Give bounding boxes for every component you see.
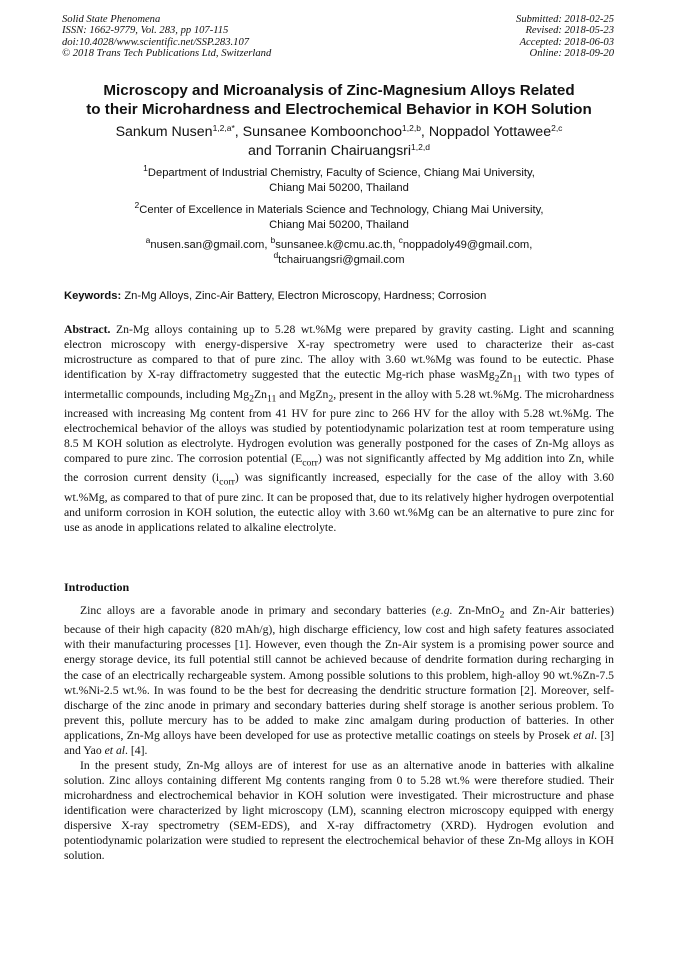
author-name: Sunsanee Komboonchoo xyxy=(242,124,403,140)
abstract-text: , present in the alloy with 5.28 wt.%Mg. The microhardness increased with increasing Mg content from 41 HV for pure zinc to 266 HV for the alloy with 5.28 wt.%Mg. The electrochemical behavior of the alloys was studied by potentiodynamic polarization test at room temperature using 8.5 M KOH solution as electrolyte. Hydrogen evolution was generally postponed for the cases of Zn-Mg alloys as compared to pure zinc. The corrosion potential (E xyxy=(64,387,614,466)
paragraph-text: . [4]. xyxy=(125,743,148,757)
paragraph-text: Zinc alloys are a favorable anode in primary and secondary batteries ( xyxy=(80,604,436,617)
email-link[interactable]: noppadoly49@gmail.com, xyxy=(402,239,533,251)
author-affil-sup: 1,2,a* xyxy=(212,123,235,133)
journal-name: Solid State Phenomena xyxy=(62,14,161,25)
paragraph-text: . [3] and Yao xyxy=(64,728,614,757)
affil-text: Center of Excellence in Materials Science and Technology, Chiang Mai University, xyxy=(139,204,544,216)
revised-date: Revised: 2018-05-23 xyxy=(525,25,614,37)
author-name: Noppadol Yottawee xyxy=(428,124,552,140)
abstract-label: Abstract. xyxy=(64,323,111,336)
author-affil-sup: 1,2,b xyxy=(402,123,421,133)
abstract-text: ) was not significantly affected by Mg addition into Zn, while the corrosion current density (i xyxy=(64,452,614,485)
accepted-date: Accepted: 2018-06-03 xyxy=(519,36,614,48)
paragraph-text: Zn-MnO xyxy=(452,604,500,617)
author-emails xyxy=(60,235,618,267)
subscript: corr xyxy=(219,476,235,488)
subscript: 11 xyxy=(266,392,277,404)
abstract-text: with two types of intermetallic compounds, including Mg xyxy=(64,368,615,401)
author-affil-sup: 1,2,d xyxy=(411,141,430,152)
introduction-body xyxy=(64,603,614,863)
submitted-date: Submitted: 2018-02-25 xyxy=(516,14,614,25)
keywords-text: Zn-Mg Alloys, Zinc-Air Battery, Electron Microscopy, Hardness; Corrosion xyxy=(124,290,487,302)
subscript: 2 xyxy=(328,392,334,404)
subscript: 2 xyxy=(499,609,505,621)
abstract-text: Zn xyxy=(253,387,267,401)
subscript: 2 xyxy=(249,392,254,404)
abstract-text: ) was significantly increased, especially for the case of the alloy with 3.60 wt.%Mg, as compared to that of pure zinc. It can be proposed that, due to its relatively higher hydrogen overpotential and uniform corrosion in KOH solution, the eutectic alloy with 3.60 wt.%Mg can be an alternative to pure zinc for use as anode in applications related to alkaline electrolyte. xyxy=(64,471,615,534)
paragraph: In the present study, Zn-Mg alloys are of interest for use as an alternative anode in batteries with alkaline solution. Zinc alloys containing different Mg contents ranging from 0 to 5.28 wt.% were therefore studied. Their microhardness and electrochemical behavior in KOH solution were investigated. Their microstructure and phase identification were characterized by light microscopy (LM), scanning electron microscopy equipped with energy dispersive X-ray spectrometry (SEM-EDS), and X-ray diffractometry (XRD). Hydrogen evolution and potentiodynamic polarization were studied to represent the electrochemical behavior of these Zn-Mg alloys in KOH solution. xyxy=(64,758,614,863)
affil-text: Chiang Mai 50200, Thailand xyxy=(269,219,409,231)
email-sup: b xyxy=(270,235,276,245)
abstract-text: Zn xyxy=(499,368,513,382)
subscript: 2 xyxy=(494,373,500,385)
subscript: corr xyxy=(302,457,318,469)
affiliation-2 xyxy=(60,200,618,233)
affil-sup: 2 xyxy=(134,200,140,210)
keywords xyxy=(64,289,614,303)
title-line-2: to their Microhardness and Electrochemical Behavior in KOH Solution xyxy=(86,101,592,118)
italic-text: et al xyxy=(104,743,126,757)
italic-text: et al xyxy=(573,728,595,742)
affil-sup: 1 xyxy=(143,163,148,173)
email-link[interactable]: tchairuangsri@gmail.com xyxy=(278,253,405,266)
title-line-1: Microscopy and Microanalysis of Zinc-Magnesium Alloys Related xyxy=(103,82,575,99)
section-heading-introduction: Introduction xyxy=(64,580,130,594)
affil-text: Department of Industrial Chemistry, Faculty of Science, Chiang Mai University, xyxy=(147,167,535,179)
publication-dates xyxy=(516,14,614,60)
email-sup: c xyxy=(398,235,403,245)
email-link[interactable]: nusen.san@gmail.com, xyxy=(150,239,268,251)
paragraph xyxy=(64,603,614,758)
journal-info xyxy=(62,14,271,60)
copyright: © 2018 Trans Tech Publications Ltd, Switzerland xyxy=(62,48,272,60)
online-date: Online: 2018-09-20 xyxy=(529,48,614,60)
author-name: Torranin Chairuangsri xyxy=(275,142,412,159)
author-list: Sankum Nusen$^{1,2,a*}$, Sunsanee Komboonchoo$^{1,2,b}$, Noppadol Yottawee$^{2,c}$ and Torranin Chairuangsri$^{1,2,d}$ xyxy=(115,123,563,159)
email-link[interactable]: sunsanee.k@cmu.ac.th, xyxy=(275,239,396,251)
author-affil-sup: 2,c xyxy=(551,123,563,133)
email-sup: d xyxy=(273,249,279,260)
subscript: 11 xyxy=(512,373,522,385)
doi[interactable]: doi:10.4028/www.scientific.net/SSP.283.107 xyxy=(62,36,250,48)
abstract xyxy=(64,322,614,535)
paragraph-text: and Zn-Air batteries) because of their high capacity (820 mAh/g), high discharge efficiency, low cost and high safety features associated with their manufacturing processes [1]. However, even though the Zn-Air system is a promising power source and energy storage device, its full potential still cannot be achieved because of dendrite formation during recharging in the case of an electrically rechargeable system. Among possible solutions to this problem, high-alloy 90 wt.%Zn-7.5 wt.%Ni-2.5 wt.%. In was found to be the best for decreasing the dendritic structure formation [2]. Moreover, self-discharge of the zinc anode in primary and secondary batteries during shelf storage is another serious problem. To prevent this, pollute mercury has to be added to make zinc amalgam during production of batteries. In other applications, Zn-Mg alloys have been developed for use as protective metallic coatings on steels by Prosek xyxy=(64,604,614,742)
italic-text: e.g. xyxy=(435,604,453,617)
affil-text: Chiang Mai 50200, Thailand xyxy=(269,182,409,194)
email-sup: a xyxy=(145,235,151,245)
keywords-label: Keywords: xyxy=(64,290,122,302)
issn-volume: ISSN: 1662-9779, Vol. 283, pp 107-115 xyxy=(62,25,229,37)
abstract-text: and MgZn xyxy=(276,387,329,401)
paper-title xyxy=(40,81,638,119)
affiliation-1 xyxy=(60,163,618,196)
abstract-text: Zn-Mg alloys containing up to 5.28 wt.%Mg were prepared by gravity casting. Light and scanning electron microscopy with energy-dispersive X-ray spectrometry were used to characterize their as-cast microstructure as compared to that of pure zinc. The alloy with 3.60 wt.%Mg was found to be eutectic. Phase identification by X-ray diffractometry suggested that the eutectic Mg-rich phase wasMg xyxy=(64,323,615,382)
author-name: Sankum Nusen xyxy=(115,124,213,140)
